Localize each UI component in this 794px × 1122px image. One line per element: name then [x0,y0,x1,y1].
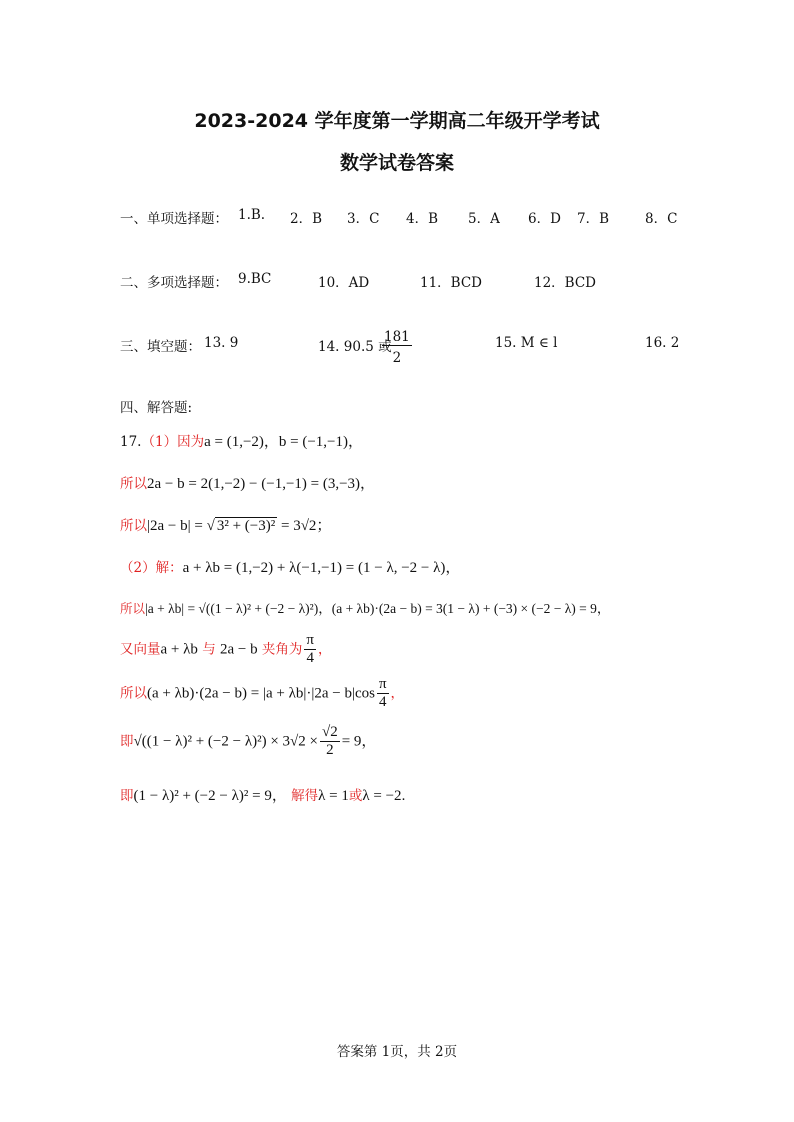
line8-math-a: √((1 − λ)² + (−2 − λ)²) × 3√2 × [133,733,318,750]
section3-label: 三、填空题： [120,339,201,355]
line8-fraction [320,724,340,760]
page-footer: 答案第 1页，共 2页 [336,1044,458,1060]
section4-label: 四、解答题: [120,400,193,416]
line5-text: 所以 [120,601,146,616]
line6-end: ， [317,641,332,658]
line6-text-3: 夹角为 [261,641,303,658]
line3-text: 所以 [120,518,147,534]
answer-2: 2．B [290,211,323,227]
answer-14: 14. 90.5 或 [318,339,392,355]
line6-text-2: 与 [202,641,216,658]
line8-denominator: 2 [326,742,334,759]
answer-1: 1.B. [238,207,266,223]
solution-line-7 [120,676,404,712]
line9-end: . [401,788,406,804]
answer-5: 5．A [468,211,500,227]
solution-line-5 [120,597,610,617]
answer-10: 10．AD [318,275,370,291]
line7-numerator: π [377,676,389,694]
line6-denominator: 4 [306,650,314,667]
line7-math: (a + λb)·(2a − b) = |a + λb|·|2a − b|cos [147,685,375,702]
line5-math: |a + λb| = √((1 − λ)² + (−2 − λ)²)，(a + λb)·(2a − b) = 3(1 − λ) + (−3) × (−2 − λ) = 9， [145,601,611,616]
answer-11: 11．BCD [420,275,483,291]
solution-line-8 [120,724,376,760]
answer-14-fraction [382,329,412,366]
line6-fraction [304,632,316,668]
answer-15: 15. M ∈ l [495,335,558,351]
answer-13: 13. 9 [204,335,239,351]
section1-label: 一、单项选择题： [120,211,228,227]
line4-math: a + λb = (1,−2) + λ(−1,−1) = (1 − λ, −2 − λ)， [182,560,461,576]
line9-math-3: λ = −2 [362,788,402,804]
answer-6: 6．D [528,211,561,227]
question-17-number: 17. [120,434,142,450]
line1-math: a = (1,−2)，b = (−1,−1)， [204,434,364,450]
line7-denominator: 4 [378,694,387,711]
line7-fraction [377,676,389,712]
section2-label: 二、多项选择题： [120,275,228,291]
page-title: 2023-2024 学年度第一学期高二年级开学考试 [194,110,600,132]
line9-text-2: 解得 [291,788,319,804]
line7-text: 所以 [120,685,147,702]
line8-end: = 9， [341,733,377,750]
line6-math-a: a + λb [160,641,198,658]
answer-4: 4．B [406,211,439,227]
solution-line-4 [120,556,460,577]
page-subtitle: 数学试卷答案 [339,152,454,174]
answer-8: 8．C [645,211,678,227]
line3-math-a: |2a − b| = √ [147,518,215,534]
line9-text-3: 或 [348,788,363,804]
line2-text: 所以 [120,476,147,492]
line9-math-2: λ = 1 [318,788,349,804]
answer-7: 7．B [577,211,610,227]
line9-text: 即 [120,788,134,804]
line3-math-b: 3² + (−3)² [216,518,276,534]
line1-text: （1）因为 [141,434,205,450]
line9-math: (1 − λ)² + (−2 − λ)² = 9， [133,788,287,804]
solution-line-2 [120,472,375,493]
line8-numerator: √2 [320,724,340,742]
answer-16: 16. 2 [645,335,680,351]
line2-math: 2a − b = 2(1,−2) − (−1,−1) = (3,−3)， [147,476,376,492]
line8-text: 即 [120,733,134,750]
line6-text: 又向量 [120,641,161,658]
line3-math-c: = 3√2； [277,518,332,534]
answer-14-denominator: 2 [392,350,402,366]
solution-line-3 [120,514,331,535]
line7-end: ， [390,685,405,702]
solution-line-1 [120,430,363,451]
answer-3: 3．C [347,211,380,227]
line6-numerator: π [304,632,316,650]
line4-text: （2）解： [120,560,183,576]
answer-9: 9.BC [238,271,272,287]
answer-12: 12．BCD [534,275,597,291]
line6-math-b: 2a − b [219,641,258,658]
answer-14-numerator: 181 [384,329,410,345]
solution-line-6 [120,632,331,668]
solution-line-9 [120,784,405,805]
